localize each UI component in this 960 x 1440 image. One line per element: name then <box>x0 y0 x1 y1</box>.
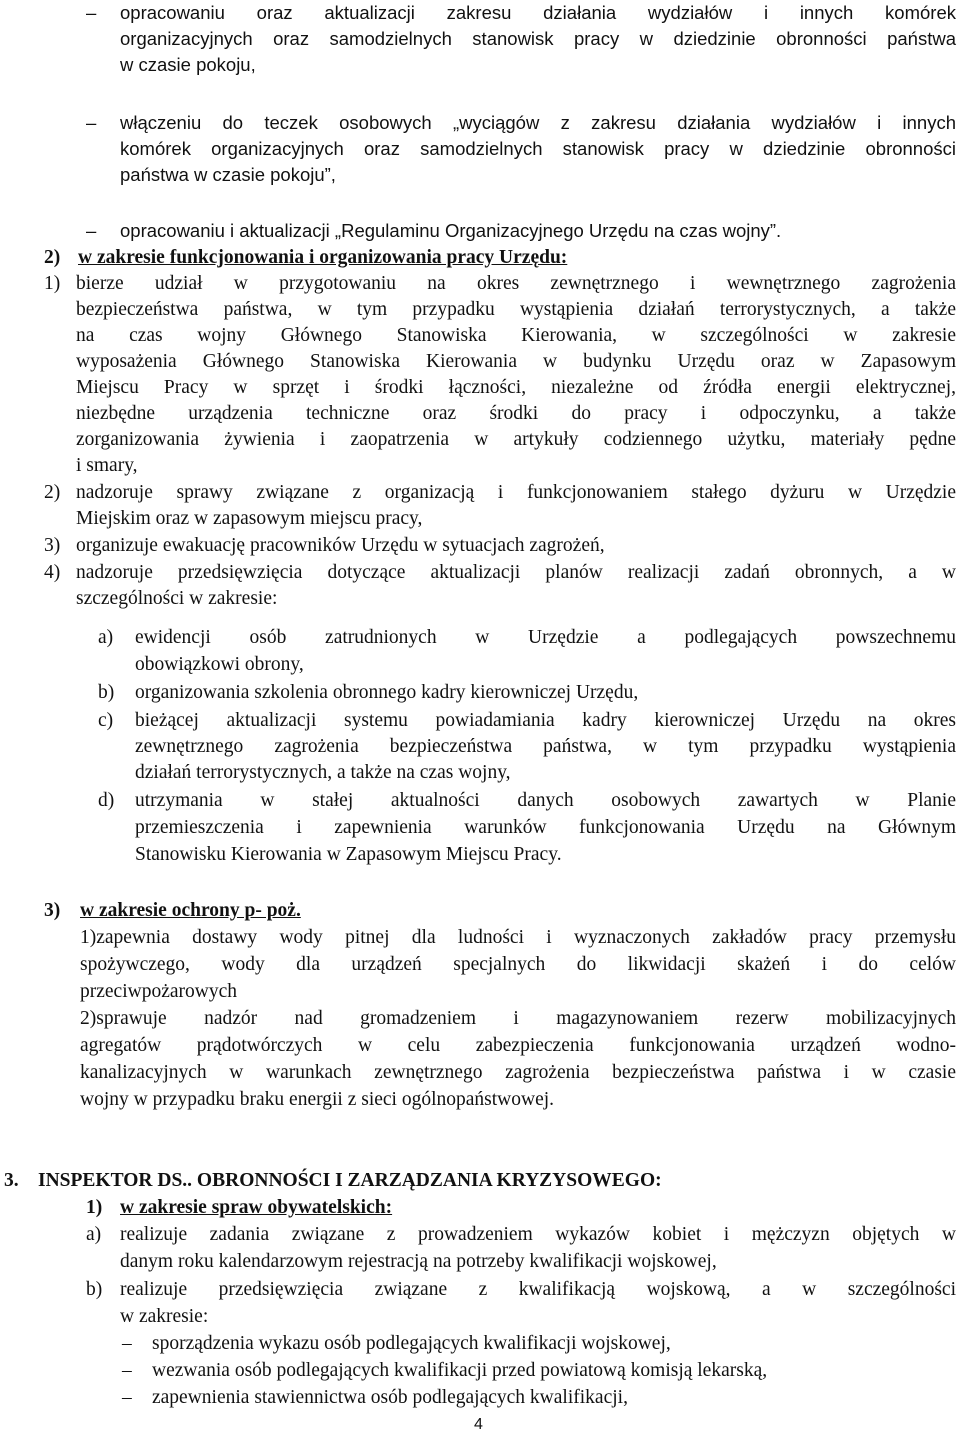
text-line: Stanowisku Kierowania w Zapasowym Miejscu Pracy. <box>135 844 562 865</box>
text-line: niezbędne urządzenia techniczne oraz środki do pracy i odpoczynku, a także <box>76 403 956 424</box>
text-line: organizacyjnych oraz samodzielnych stanowisk pracy w dziedzinie obronności państwa <box>120 28 956 49</box>
text-line: w zakresie: <box>120 1306 209 1327</box>
text-line: nadzoruje przedsięwzięcia dotyczące aktualizacji planów realizacji zadań obronnych, a w <box>76 562 956 583</box>
text-line: bierze udział w przygotowaniu na okres zewnętrznego i wewnętrznego zagrożenia <box>76 273 956 294</box>
section-heading: w zakresie spraw obywatelskich: <box>120 1197 393 1218</box>
text-line: przemieszczenia i zapewnienia warunków funkcjonowania Urzędu na Głównym <box>135 817 956 838</box>
item-number: 4) <box>44 562 61 583</box>
text-line: bieżącej aktualizacji systemu powiadamiania kadry kierowniczej Urzędu na okres <box>135 710 956 731</box>
text-line: realizuje zadania związane z prowadzeniem wykazów kobiet i mężczyzn objętych w <box>120 1224 956 1245</box>
text-line: bezpieczeństwa państwa, w tym przypadku wystąpienia działań terrorystycznych, a także <box>76 299 956 320</box>
text-line: realizuje przedsięwzięcia związane z kwalifikacją wojskową, a w szczególności <box>120 1279 956 1300</box>
text-line: sporządzenia wykazu osób podlegających kwalifikacji wojskowej, <box>152 1333 671 1354</box>
chapter-heading: INSPEKTOR DS.. OBRONNOŚCI I ZARZĄDZANIA KRYZYSOWEGO: <box>38 1170 662 1191</box>
dash-bullet: – <box>122 1360 132 1381</box>
text-line: wojny w przypadku braku energii z sieci ogólnopaństwowej. <box>80 1089 555 1110</box>
text-line: wezwania osób podlegających kwalifikacji przed powiatową komisją lekarską, <box>152 1360 768 1381</box>
text-line: Miejskim oraz w zapasowym miejscu pracy, <box>76 508 423 529</box>
section-number: 1) <box>86 1197 103 1218</box>
section-number: 3) <box>44 900 61 921</box>
text-line: utrzymania w stałej aktualności danych osobowych zawartych w Planie <box>135 790 956 811</box>
sub-item-letter: a) <box>98 627 114 648</box>
sub-item-letter: b) <box>86 1279 103 1300</box>
item-number: 2) <box>44 482 61 503</box>
text-line: działań terrorystycznych, a także na czas wojny, <box>135 762 511 783</box>
text-line: 2)sprawuje nadzór nad gromadzeniem i magazynowaniem rezerw mobilizacyjnych <box>80 1008 956 1029</box>
dash-bullet: – <box>86 2 97 23</box>
text-line: organizuje ewakuację pracowników Urzędu w sytuacjach zagrożeń, <box>76 535 605 556</box>
text-line: zapewnienia stawiennictwa osób podlegających kwalifikacji, <box>152 1387 628 1408</box>
text-line: przeciwpożarowych <box>80 981 237 1002</box>
text-line: komórek organizacyjnych oraz samodzielnych stanowisk pracy w dziedzinie obronności <box>120 138 956 159</box>
text-line: włączeniu do teczek osobowych „wyciągów z zakresu działania wydziałów i innych <box>120 112 956 133</box>
dash-bullet: – <box>86 112 97 133</box>
text-line: państwa w czasie pokoju”, <box>120 164 336 185</box>
text-line: w czasie pokoju, <box>120 54 256 75</box>
text-line: opracowaniu i aktualizacji „Regulaminu Organizacyjnego Urzędu na czas wojny”. <box>120 220 782 241</box>
dash-bullet: – <box>122 1333 132 1354</box>
text-line: kanalizacyjnych w warunkach zewnętrznego zagrożenia bezpieczeństwa państwa i w czasie <box>80 1062 956 1083</box>
text-line: i smary, <box>76 455 138 476</box>
text-line: opracowaniu oraz aktualizacji zakresu działania wydziałów i innych komórek <box>120 2 956 23</box>
chapter-number: 3. <box>4 1170 19 1191</box>
text-line: na czas wojny Głównego Stanowiska Kierowania, w szczególności w zakresie <box>76 325 956 346</box>
text-line: 1)zapewnia dostawy wody pitnej dla ludności i wyznaczonych zakładów pracy przemysłu <box>80 927 956 948</box>
text-line: organizowania szkolenia obronnego kadry kierowniczej Urzędu, <box>135 682 639 703</box>
text-line: obowiązkowi obrony, <box>135 654 304 675</box>
text-line: zewnętrznego zagrożenia bezpieczeństwa państwa, w tym przypadku wystąpienia <box>135 736 956 757</box>
item-number: 3) <box>44 535 61 556</box>
text-line: wyposażenia Głównego Stanowiska Kierowania w budynku Urzędu oraz w Zapasowym <box>76 351 956 372</box>
section-number: 2) <box>44 247 61 268</box>
sub-item-letter: d) <box>98 790 115 811</box>
text-line: Miejscu Pracy w sprzęt i środki łączności, niezależne od źródła energii elektrycznej, <box>76 377 956 398</box>
text-line: agregatów prądotwórczych w celu zabezpieczenia funkcjonowania urządzeń wodno- <box>80 1035 956 1056</box>
sub-item-letter: a) <box>86 1224 102 1245</box>
section-heading: w zakresie funkcjonowania i organizowania pracy Urzędu: <box>78 247 568 268</box>
text-line: ewidencji osób zatrudnionych w Urzędzie a podlegających powszechnemu <box>135 627 956 648</box>
sub-item-letter: c) <box>98 710 114 731</box>
page-number: 4 <box>474 1416 483 1433</box>
text-line: nadzoruje sprawy związane z organizacją i funkcjonowaniem stałego dyżuru w Urzędzie <box>76 482 956 503</box>
text-line: zorganizowania żywienia i zaopatrzenia w artykuły codziennego użytku, materiały pędne <box>76 429 956 450</box>
section-heading: w zakresie ochrony p- poż. <box>80 900 301 921</box>
text-line: spożywczego, wody dla urządzeń specjalnych do likwidacji skażeń i do celów <box>80 954 956 975</box>
text-line: danym roku kalendarzowym rejestracją na potrzeby kwalifikacji wojskowej, <box>120 1251 717 1272</box>
dash-bullet: – <box>122 1387 132 1408</box>
item-number: 1) <box>44 273 61 294</box>
dash-bullet: – <box>86 220 97 241</box>
sub-item-letter: b) <box>98 682 115 703</box>
text-line: szczególności w zakresie: <box>76 588 278 609</box>
